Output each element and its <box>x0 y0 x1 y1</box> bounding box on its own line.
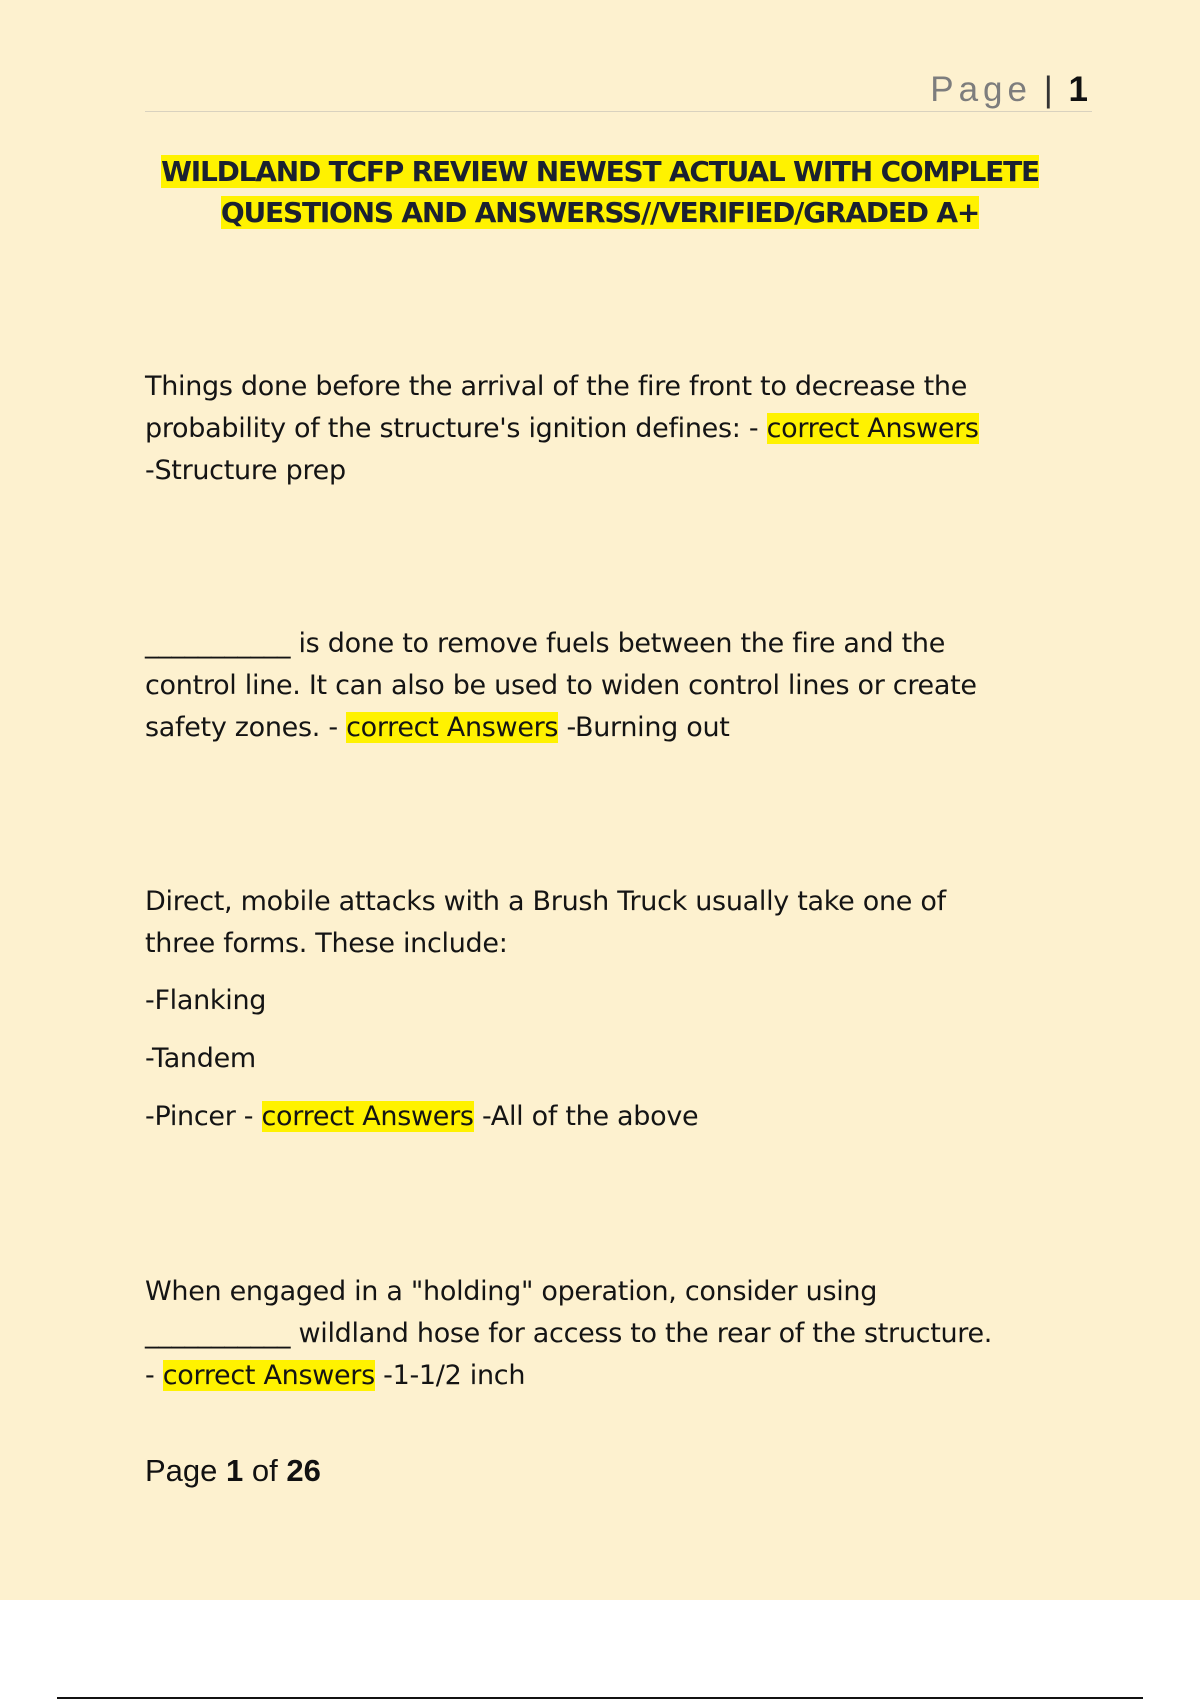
answer-text: -Burning out <box>558 712 730 743</box>
answer-highlight: correct Answers <box>162 1360 375 1391</box>
answer-highlight: correct Answers <box>261 1101 474 1132</box>
question-text: Direct, mobile attacks with a Brush Truck usually take one of <box>145 886 946 917</box>
page-counter <box>145 1450 321 1492</box>
question-text: - correct Answers -1-1/2 inch <box>145 1360 526 1391</box>
question-text: control line. It can also be used to widen control lines or create <box>145 670 977 701</box>
page-counter-label: Page <box>145 1453 218 1488</box>
bottom-divider <box>57 1697 1143 1699</box>
title-line-2: QUESTIONS AND ANSWERSS//VERIFIED/GRADED A+ <box>220 196 980 229</box>
question-text: Things done before the arrival of the fire front to decrease the <box>145 371 968 402</box>
option-item: -Flanking <box>145 985 267 1016</box>
question-block-2 <box>145 623 1095 749</box>
option-item: -Tandem <box>145 1043 256 1074</box>
question-text: ___________ is done to remove fuels between the fire and the <box>145 628 946 659</box>
question-text: ___________ wildland hose for access to the rear of the structure. <box>145 1318 993 1349</box>
header-separator: | <box>1043 70 1053 109</box>
option-item: -Pincer - correct Answers -All of the above <box>145 1101 699 1132</box>
page-counter-of: of <box>251 1453 278 1488</box>
title-line-1: WILDLAND TCFP REVIEW NEWEST ACTUAL WITH COMPLETE <box>161 155 1039 188</box>
answer-text: -All of the above <box>473 1101 699 1132</box>
question-text: probability of the structure's ignition defines: - correct Answers <box>145 413 979 444</box>
question-text: three forms. These include: <box>145 928 508 959</box>
answer-text: -1-1/2 inch <box>374 1360 526 1391</box>
question-text: When engaged in a "holding" operation, consider using <box>145 1276 878 1307</box>
answer-text: -Structure prep <box>145 455 346 486</box>
page-header <box>930 68 1088 112</box>
question-block-3 <box>145 881 1095 1138</box>
page-counter-current: 1 <box>226 1453 244 1488</box>
header-divider <box>145 111 1092 112</box>
question-block-1 <box>145 366 1095 492</box>
header-page-number: 1 <box>1068 70 1088 109</box>
answer-highlight: correct Answers <box>766 413 979 444</box>
document-title <box>100 151 1100 233</box>
question-text: safety zones. - correct Answers -Burning out <box>145 712 730 743</box>
header-page-word: Page <box>930 70 1032 109</box>
answer-highlight: correct Answers <box>346 712 559 743</box>
page-counter-total: 26 <box>286 1453 321 1488</box>
question-block-4 <box>145 1271 1095 1397</box>
